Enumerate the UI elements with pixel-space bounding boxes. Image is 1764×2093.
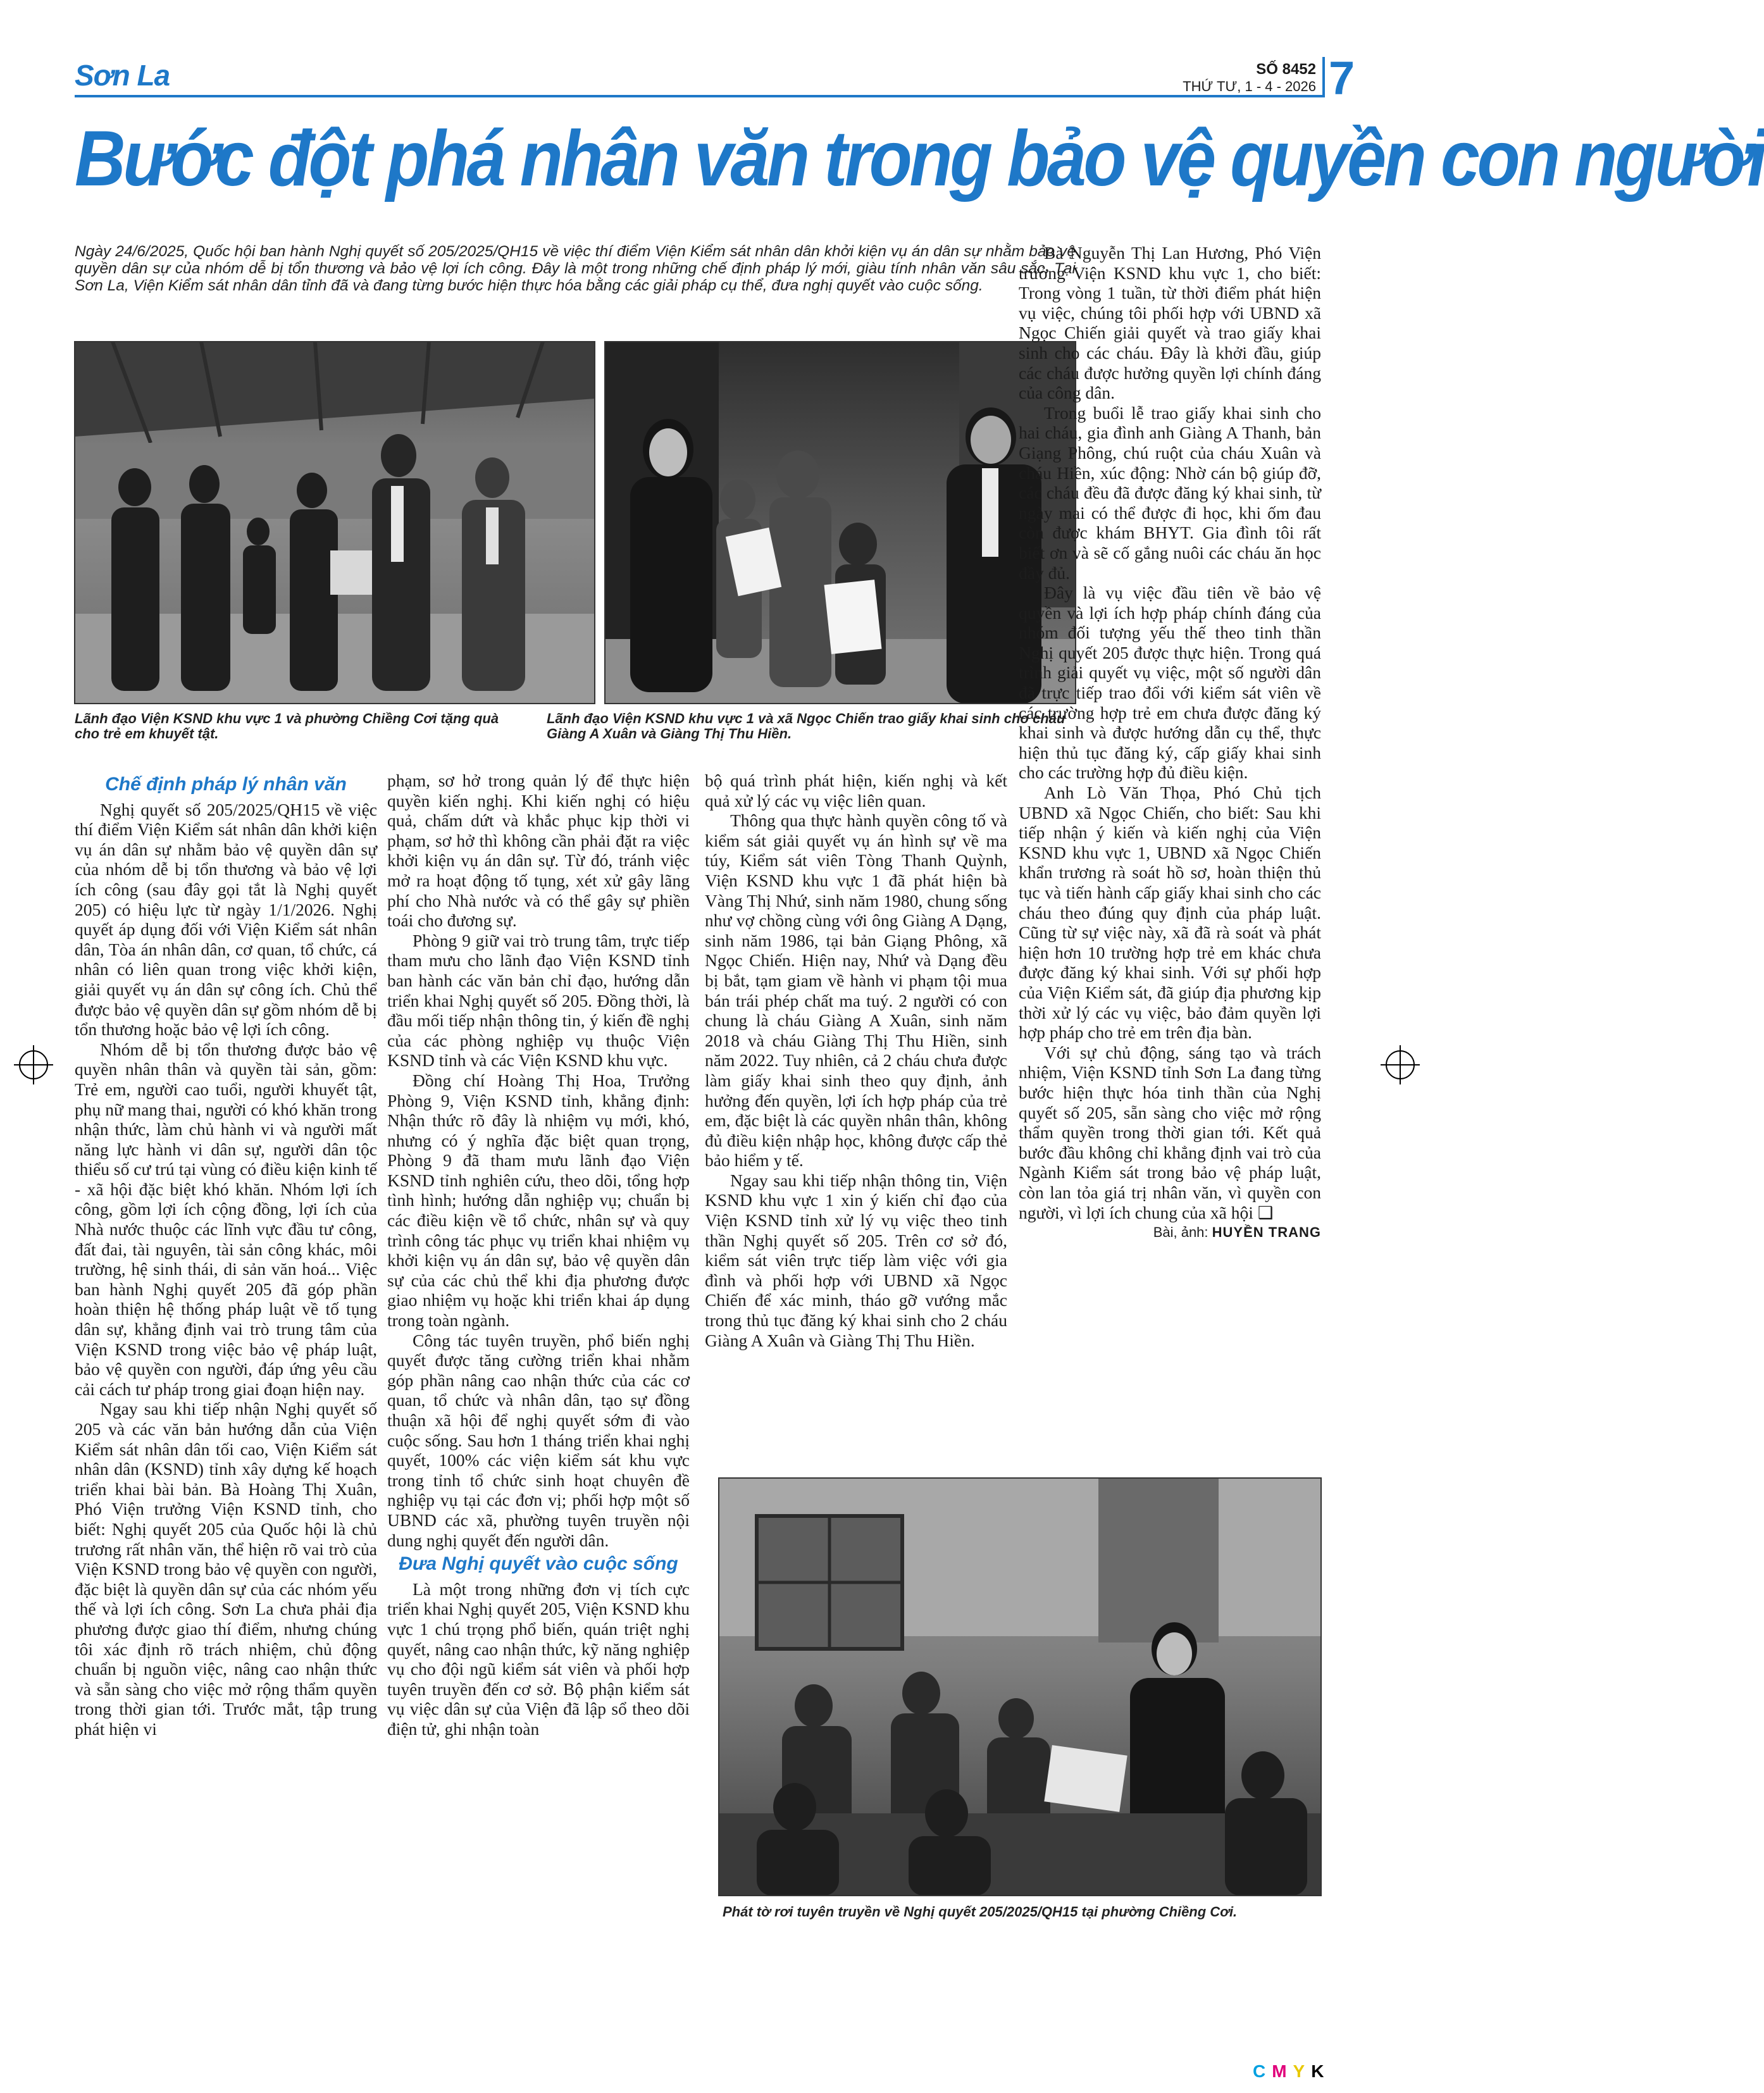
article-column-2 — [387, 771, 690, 1739]
issue-date: THỨ TƯ, 1 - 4 - 2026 — [1183, 78, 1316, 94]
paragraph: Công tác tuyên truyền, phổ biến nghị quyết được tăng cường triển khai nhằm góp phần nâng cao nhận thức của các cơ quan, tổ chức và nhân dân, tạo sự đồng thuận xã hội để nghị quyết sớm đi vào cuộc sống. Sau hơn 1 tháng triển khai nghị quyết, 100% các viện kiểm sát khu vực trong tỉnh tổ chức sinh hoạt chuyên đề nghiệp vụ tại các đơn vị; phối hợp một số UBND các xã, phường tuyên truyền nội dung nghị quyết đến người dân. — [387, 1330, 690, 1550]
registration-mark-icon — [19, 1050, 48, 1079]
headline: Bước đột phá nhân văn trong bảo vệ quyền con người — [75, 115, 1764, 202]
article-column-4 — [1019, 243, 1321, 1243]
paragraph: Thông qua thực hành quyền công tố và kiểm sát giải quyết vụ án hình sự về ma túy, Kiểm sát viên Tòng Thanh Quỳnh, Viện KSND khu vực 1 đã phát hiện bà Vàng Thị Nhứ, sinh năm 1980, chung sống như vợ chồng cùng với ông Giàng A Dạng, sinh năm 1986, tại bản Giạng Phông, xã Ngọc Chiến. Hiện nay, Nhứ và Dạng đều bị bắt, tạm giam về hành vi phạm tội mua bán trái phép chất ma tuý. 2 người có con chung là cháu Giàng A Xuân, sinh năm 2018 và cháu Giàng Thị Thu Hiền, sinh năm 2022. Tuy nhiên, cả 2 cháu chưa được làm giấy khai sinh theo quy định, ảnh hưởng đến quyền, lợi ích hợp pháp của trẻ em, đặc biệt là các quyền nhân thân, không đủ điều kiện nhập học, không được cấp thẻ bảo hiểm y tế. — [705, 810, 1007, 1171]
paragraph: Đây là vụ việc đầu tiên về bảo vệ quyền và lợi ích hợp pháp chính đáng của nhóm đối tượng yếu thế theo tinh thần Nghị quyết 205 được thực hiện. Trong quá trình giải quyết vụ việc, một số người dân đã trực tiếp trao đổi với kiểm sát viên về các trường hợp trẻ em chưa được đăng ký khai sinh và được hướng dẫn cụ thể, thực hiện thủ tục đăng ký, cấp giấy khai sinh cho các trường hợp đủ điều kiện. — [1019, 583, 1321, 783]
photo-2-illustration — [605, 342, 1076, 704]
cmyk-mark — [1253, 2061, 1330, 2082]
paragraph: phạm, sơ hở trong quản lý để thực hiện quyền kiến nghị. Khi kiến nghị có hiệu quả, chấm dứt và khắc phục kịp thời vi phạm, sơ hở thì không cần phải đặt ra việc khởi kiện vụ án dân sự. Từ đó, tránh việc mở ra hoạt động tố tụng, xét xử gây lãng phí cho Nhà nước và có thể gây sự phiền toái cho đương sự. — [387, 771, 690, 931]
byline-author: HUYỀN TRANG — [1212, 1224, 1321, 1241]
header-rule — [75, 95, 1325, 97]
registration-mark-icon — [1386, 1050, 1415, 1079]
subhead-legal-provision: Chế định pháp lý nhân văn — [105, 774, 347, 795]
article-column-3 — [705, 771, 1007, 1350]
paragraph: bộ quá trình phát hiện, kiến nghị và kết quả xử lý các vụ việc liên quan. — [705, 771, 1007, 810]
paragraph: Ngay sau khi tiếp nhận thông tin, Viện KSND khu vực 1 xin ý kiến chỉ đạo của Viện KSND tỉnh xử lý vụ việc theo tinh thần Nghị quyết số 205. Trên cơ sở đó, kiểm sát viên trực tiếp làm việc với gia đình và phối hợp với UBND xã Ngọc Chiến để xác minh, tháo gỡ vướng mắc trong thủ tục đăng ký khai sinh cho 2 cháu Giàng A Xuân và Giàng Thị Thu Hiền. — [705, 1170, 1007, 1350]
photo-2-caption: Lãnh đạo Viện KSND khu vực 1 và xã Ngọc Chiến trao giấy khai sinh cho cháu Giàng A Xuân và Giàng Thị Thu Hiền. — [547, 711, 1065, 742]
paragraph: Là một trong những đơn vị tích cực triển khai Nghị quyết 205, Viện KSND khu vực 1 chú trọng phổ biến, quán triệt nghị quyết, nâng cao nhận thức, kỹ năng nghiệp vụ cho đội ngũ kiểm sát viên và phối hợp tuyên truyền đến cơ sở. Bộ phận kiểm sát vụ việc dân sự của Viện đã lập sổ theo dõi điện tử, ghi nhận toàn — [387, 1579, 690, 1739]
sapo-lead: Ngày 24/6/2025, Quốc hội ban hành Nghị quyết số 205/2025/QH15 về việc thí điểm Viện Kiểm sát nhân dân khởi kiện vụ án dân sự nhằm bảo vệ quyền dân sự của nhóm dễ bị tổn thương và bảo vệ lợi ích công. Đây là một trong những chế định pháp lý mới, giàu tính nhân văn sâu sắc. Tại Sơn La, Viện Kiểm sát nhân dân tỉnh đã và đang từng bước hiện thực hóa bằng các giải pháp cụ thể, đưa nghị quyết vào cuộc sống. — [75, 243, 1076, 294]
subhead-into-life: Đưa Nghị quyết vào cuộc sống — [399, 1553, 678, 1575]
paragraph: Bà Nguyễn Thị Lan Hương, Phó Viện trưởng Viện KSND khu vực 1, cho biết: Trong vòng 1 tuần, từ thời điểm phát hiện vụ việc, chúng tôi phối hợp với UBND xã Ngọc Chiến giải quyết và trao giấy khai sinh cho các cháu. Đây là khởi đầu, giúp các cháu được hưởng quyền lợi chính đáng của công dân. — [1019, 243, 1321, 403]
photo-gift-disabled-children — [75, 342, 595, 704]
page-number-divider — [1322, 57, 1325, 97]
byline — [1019, 1222, 1321, 1243]
byline-prefix: Bài, ảnh: — [1153, 1224, 1208, 1241]
page-number: 7 — [1329, 52, 1355, 104]
paragraph: Với sự chủ động, sáng tạo và trách nhiệm, Viện KSND tỉnh Sơn La đang từng bước hiện thực hóa tinh thần của Nghị quyết số 205, sẵn sàng cho việc mở rộng thẩm quyền trong thời gian tới. Kết quả bước đầu không chỉ khẳng định vai trò của Ngành Kiểm sát trong bảo vệ pháp luật, còn lan tỏa giá trị nhân văn, vì quyền con người, vì lợi ích chung của xã hội ❑ — [1019, 1042, 1321, 1222]
paragraph: Nghị quyết số 205/2025/QH15 về việc thí điểm Viện Kiểm sát nhân dân khởi kiện vụ án dân sự nhằm bảo vệ quyền dân sự của nhóm dễ bị tổn thương và bảo vệ lợi ích công (sau đây gọi tắt là Nghị quyết 205) có hiệu lực từ ngày 1/1/2026. Nghị quyết áp dụng đối với Viện Kiểm sát nhân dân, Tòa án nhân dân, cơ quan, tổ chức, cá nhân có liên quan trong việc khởi kiện, giải quyết vụ án dân sự công ích. Chủ thể được bảo vệ quyền dân sự gồm nhóm dễ bị tổn thương hoặc bảo vệ lợi ích công. — [75, 799, 377, 1040]
paragraph: Nhóm dễ bị tổn thương được bảo vệ quyền nhân thân và quyền tài sản, gồm: Trẻ em, người cao tuổi, người khuyết tật, phụ nữ mang thai, người có khó khăn trong nhận thức, làm chủ hành vi và người mất năng lực hành vi dân sự, người dân tộc thiểu số cư trú tại vùng có điều kiện kinh tế - xã hội đặc biệt khó khăn. Nhóm lợi ích công, gồm lợi ích cộng đồng, lợi ích của Nhà nước thuộc các lĩnh vực đầu tư công, đất đai, tài nguyên, tài sản công khác, môi trường, hệ sinh thái, di sản văn hoá... Việc ban hành Nghị quyết 205 đã góp phần hoàn thiện hệ thống pháp luật về tố tụng dân sự, khẳng định vai trò trung tâm của Viện KSND trong việc bảo vệ pháp luật, bảo vệ quyền con người, đáp ứng yêu cầu cải cách tư pháp trong giai đoạn hiện nay. — [75, 1039, 377, 1399]
photo-1-caption: Lãnh đạo Viện KSND khu vực 1 và phường Chiềng Cơi tặng quà cho trẻ em khuyết tật. — [75, 711, 499, 742]
paragraph: Đồng chí Hoàng Thị Hoa, Trưởng Phòng 9, Viện KSND tỉnh, khẳng định: Nhận thức rõ đây là nhiệm vụ mới, khó, nhưng có ý nghĩa đặc biệt quan trọng, Phòng 9 đã tham mưu lãnh đạo Viện KSND tỉnh nghiên cứu, theo dõi, tổng hợp tình hình; hướng dẫn nghiệp vụ; chuẩn bị các điều kiện về tổ chức, nhân sự và quy trình công tác phục vụ triển khai nhiệm vụ khởi kiện vụ án dân sự, bảo vệ quyền dân sự của các chủ thể khi địa phương được giao nhiệm vụ hoặc khi triển khai áp dụng trong toàn ngành. — [387, 1070, 690, 1331]
photo-3-caption: Phát tờ rơi tuyên truyền về Nghị quyết 205/2025/QH15 tại phường Chiềng Cơi. — [723, 1904, 1238, 1920]
paragraph: Phòng 9 giữ vai trò trung tâm, trực tiếp tham mưu cho lãnh đạo Viện KSND tỉnh ban hành các văn bản chỉ đạo, hướng dẫn triển khai Nghị quyết số 205. Đồng thời, là đầu mối tiếp nhận thông tin, ý kiến đề nghị của các phòng nghiệp vụ thuộc Viện KSND tỉnh và các Viện KSND khu vực. — [387, 930, 690, 1071]
issue-number: SỐ 8452 — [1256, 61, 1316, 78]
photo-1-illustration — [75, 342, 595, 704]
paragraph: Trong buổi lễ trao giấy khai sinh cho hai cháu, gia đình anh Giàng A Thanh, bản Giạng Phông, chú ruột của cháu Xuân và cháu Hiền, xúc động: Nhờ cán bộ giúp đỡ, các cháu đều đã được đăng ký khai sinh, từ ngày mai có thể được đi học, khi ốm đau còn được khám BHYT. Gia đình tôi rất biết ơn và sẽ cố gắng nuôi các cháu ăn học đầy đủ. — [1019, 402, 1321, 583]
paragraph: Anh Lò Văn Thọa, Phó Chủ tịch UBND xã Ngọc Chiến, cho biết: Sau khi tiếp nhận ý kiến và kiến nghị của Viện KSND khu vực 1, UBND xã Ngọc Chiến khẩn trương rà soát hồ sơ, hoàn thiện thủ tục và tiến hành cấp giấy khai sinh cho các cháu theo đúng quy định của pháp luật. Cũng từ sự việc này, xã đã rà soát và phát hiện hơn 10 trường hợp trẻ em khác chưa được đăng ký khai sinh. Với sự phối hợp của Viện Kiểm sát, đã giúp địa phương kịp thời xử lý các vụ việc, bảo đảm quyền lợi hợp pháp cho trẻ em trên địa bàn. — [1019, 783, 1321, 1043]
photo-leaflet-distribution — [719, 1478, 1321, 1896]
photo-3-illustration — [719, 1478, 1321, 1896]
section-label: Sơn La — [75, 59, 170, 92]
article-column-1 — [75, 771, 377, 1739]
photo-birth-certificate — [605, 342, 1076, 704]
cmyk-label: CMYK — [1253, 2061, 1331, 2081]
paragraph: Ngay sau khi tiếp nhận Nghị quyết số 205 và các văn bản hướng dẫn của Viện Kiểm sát nhân dân tối cao, Viện Kiểm sát nhân dân (KSND) tỉnh xây dựng kế hoạch triển khai bài bản. Bà Hoàng Thị Xuân, Phó Viện trưởng Viện KSND tỉnh, cho biết: Nghị quyết 205 của Quốc hội là chủ trương rất nhân văn, thể hiện rõ vai trò của Viện KSND trong bảo vệ quyền con người, đặc biệt là quyền dân sự của các nhóm yếu thế và lợi ích công. Sơn La chưa phải địa phương được giao thí điểm, nhưng chúng tôi xác định rõ trách nhiệm, chủ động chuẩn bị nguồn việc, nâng cao nhận thức và sẵn sàng cho việc mở rộng thẩm quyền trong thời gian tới. Trước mắt, tập trung phát hiện vi — [75, 1399, 377, 1739]
